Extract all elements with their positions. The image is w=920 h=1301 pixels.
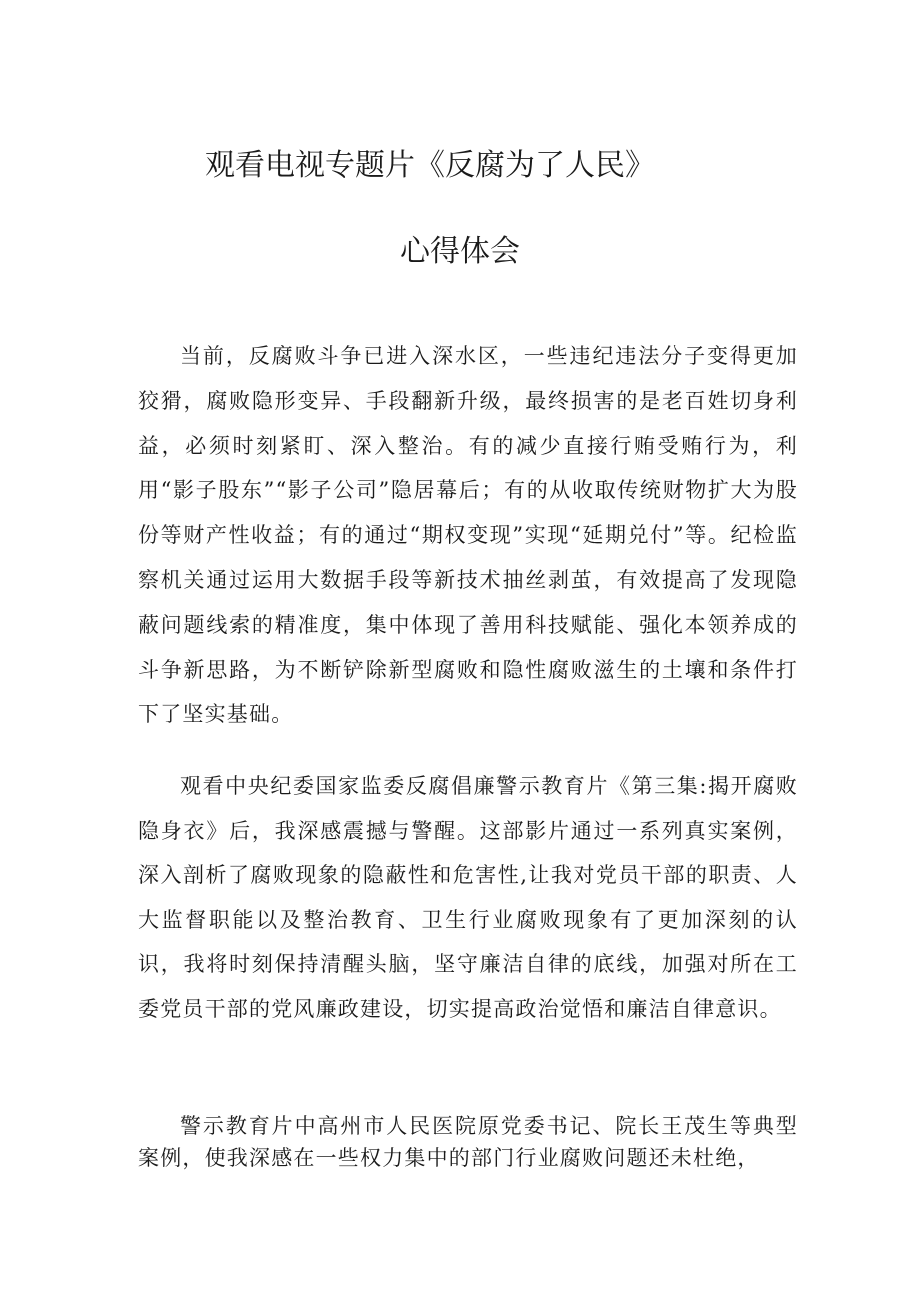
- document-title-line1: 观看电视专题片《反腐为了人民》: [205, 148, 655, 183]
- document-title-line2: 心得体会: [400, 234, 520, 269]
- paragraph-3: 警示教育片中高州市人民医院原党委书记、院长王茂生等典型案例，使我深感在一些权力集中的部门行业腐败问题还未杜绝，: [138, 1114, 798, 1170]
- paragraph-1: 当前，反腐败斗争已进入深水区，一些违纪违法分子变得更加狡猾，腐败隐形变异、手段翻新升级，最终损害的是老百姓切身利益，必须时刻紧盯、深入整治。有的减少直接行贿受贿行为，利用“影子股东”“影子公司”隐居幕后；有的从收取传统财物扩大为股份等财产性收益；有的通过“期权变现”实现“延期兑付”等。纪检监察机关通过运用大数据手段等新技术抽丝剥茧，有效提高了发现隐蔽问题线索的精准度，集中体现了善用科技赋能、强化本领养成的斗争新思路，为不断铲除新型腐败和隐性腐败滋生的土壤和条件打下了坚实基础。: [138, 344, 798, 727]
- paragraph-2: 观看中央纪委国家监委反腐倡廉警示教育片《第三集:揭开腐败隐身衣》后，我深感震撼与警醒。这部影片通过一系列真实案例，深入剖析了腐败现象的隐蔽性和危害性,让我对党员干部的职责、人大监督职能以及整治教育、卫生行业腐败现象有了更加深刻的认识，我将时刻保持清醒头脑，坚守廉洁自律的底线，加强对所在工委党员干部的党风廉政建设，切实提高政治觉悟和廉洁自律意识。: [138, 774, 798, 1021]
